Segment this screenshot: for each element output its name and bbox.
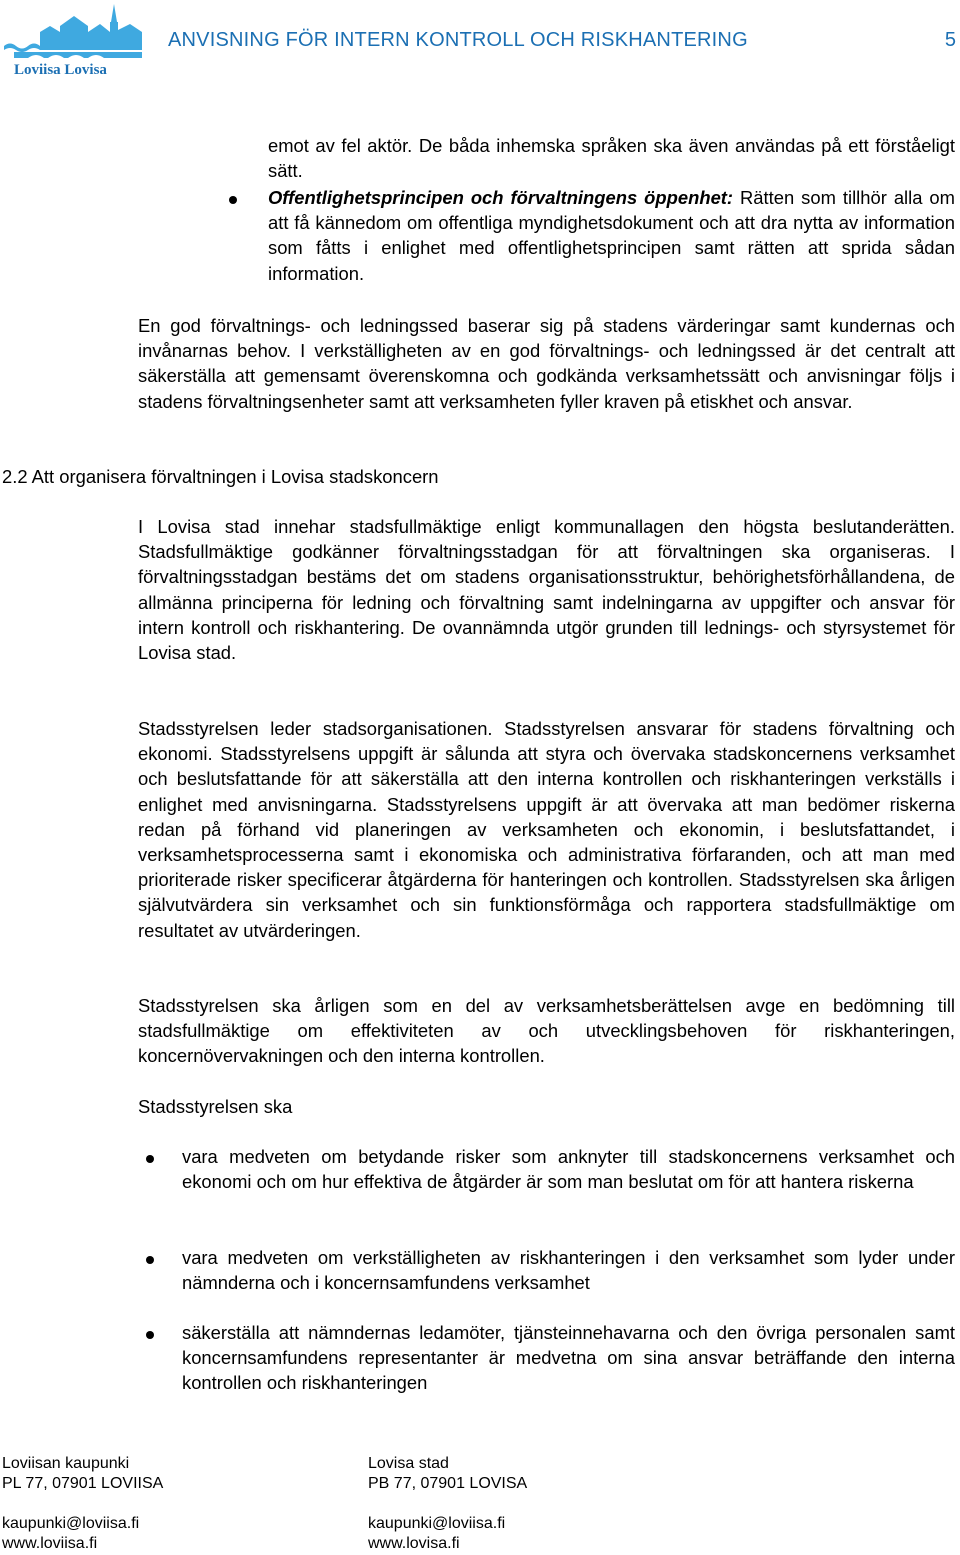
logo-text: Loviisa Lovisa: [14, 62, 107, 78]
paragraph-council: I Lovisa stad innehar stadsfullmäktige enligt kommunallagen den högsta beslutanderätten. Stadsfullmäktige godkänner förvaltningsstadgan för att förvaltningen ska organiseras. I förvaltningsstadgan bestäms det om stadens organisationsstruktur, behörighetsförhållandena, de allmänna principerna för ledning och förvaltning samt indelningarna av uppgifter och ansvar för intern kontroll och riskhantering. De ovannämnda utgör grunden till lednings- och styrsystemet för Lovisa stad.: [138, 516, 955, 664]
section-heading: 2.2 Att organisera förvaltningen i Lovisa stadskoncern: [2, 466, 439, 487]
bullet-marker: [146, 1331, 154, 1339]
paragraph-governance: En god förvaltnings- och ledningssed baserar sig på stadens värderingar samt kundernas och invånarnas behov. I verkställigheten av en god förvaltnings- och ledningssed är det centralt att säkerställa att gemensamt överenskomna och godkända verksamhetssätt och anvisningar följs i stadens förvaltningsenheter samt att verksamheten fyller kraven på etiskhet och ansvar.: [138, 315, 955, 412]
carryover-paragraph: [268, 133, 955, 183]
footer-left-email[interactable]: kaupunki@loviisa.fi: [2, 1515, 140, 1532]
bullet-marker: [229, 196, 237, 204]
footer-right-address: PB 77, 07901 LOVISA: [368, 1475, 528, 1492]
paragraph-board: Stadsstyrelsen leder stadsorganisationen. Stadsstyrelsen ansvarar för stadens förvaltning och ekonomi. Stadsstyrelsens uppgift är sålunda att styra och övervaka stadskoncernens verksamhet och beslutsfattande för att säkerställa att den interna kontrollen och riskhanteringen verkställs i enlighet med anvisningarna. Stadsstyrelsens uppgift är att övervaka att man bedömer riskerna redan på förhand vid planeringen av verksamheten och ekonomin, i beslutsfattandet, i verksamhetsprocesserna samt i ekonomiska och administrativa förfaranden, och att man med prioriterade risker specificerar åtgärderna för hanteringen och kontrollen. Stadsstyrelsen ska årligen självutvärdera sin verksamhet och sin funktionsförmåga och rapportera stadsfullmäktige om resultatet av utvärderingen.: [138, 718, 955, 941]
footer-left-web[interactable]: www.loviisa.fi: [2, 1535, 98, 1552]
footer-left-address: PL 77, 07901 LOVIISA: [2, 1475, 164, 1492]
bullet-term: Offentlighetsprincipen och förvaltningens öppenhet:: [268, 187, 734, 208]
bullet-marker: [146, 1256, 154, 1264]
footer-left-name: Loviisan kaupunki: [2, 1455, 130, 1472]
bullet-marker: [146, 1155, 154, 1163]
carryover-text: emot av fel aktör. De båda inhemska språken ska även användas på ett förståeligt sätt.: [268, 135, 955, 182]
city-logo: [4, 2, 144, 78]
list-item: vara medveten om verkställigheten av riskhanteringen i den verksamhet som lyder under nämnderna och i koncernsamfundens verksamhet: [182, 1247, 955, 1294]
page-number: 5: [944, 29, 956, 51]
footer-right-email[interactable]: kaupunki@loviisa.fi: [368, 1515, 506, 1532]
document-title: ANVISNING FÖR INTERN KONTROLL OCH RISKHANTERING: [168, 29, 748, 51]
bullet-openness: [268, 185, 955, 286]
paragraph-board-shall: Stadsstyrelsen ska: [138, 1096, 293, 1117]
lovisa-skyline-icon: [4, 2, 144, 78]
list-item: vara medveten om betydande risker som anknyter till stadskoncernens verksamhet och ekonomi och om hur effektiva de åtgärder är som man beslutat om för att hantera riskerna: [182, 1146, 955, 1193]
footer-right-name: Lovisa stad: [368, 1455, 449, 1472]
list-item: säkerställa att nämndernas ledamöter, tjänsteinnehavarna och den övriga personalen samt koncernsamfundens representanter är medvetna om sina ansvar beträffande den interna kontrollen och riskhanteringen: [182, 1322, 955, 1394]
footer-right-web[interactable]: www.lovisa.fi: [368, 1535, 460, 1552]
bullet-text: Rätten som tillhör alla om att få kännedom om offentliga myndighetsdokument och att dra nytta av information som fåtts i enlighet med offentlighetsprincipen samt rätten att sprida sådan information.: [268, 187, 955, 284]
paragraph-annual: Stadsstyrelsen ska årligen som en del av verksamhetsberättelsen avge en bedömning till stadsfullmäktige om effektiviteten av och utvecklingsbehoven för riskhanteringen, koncernövervakningen och den interna kontrollen.: [138, 995, 955, 1067]
